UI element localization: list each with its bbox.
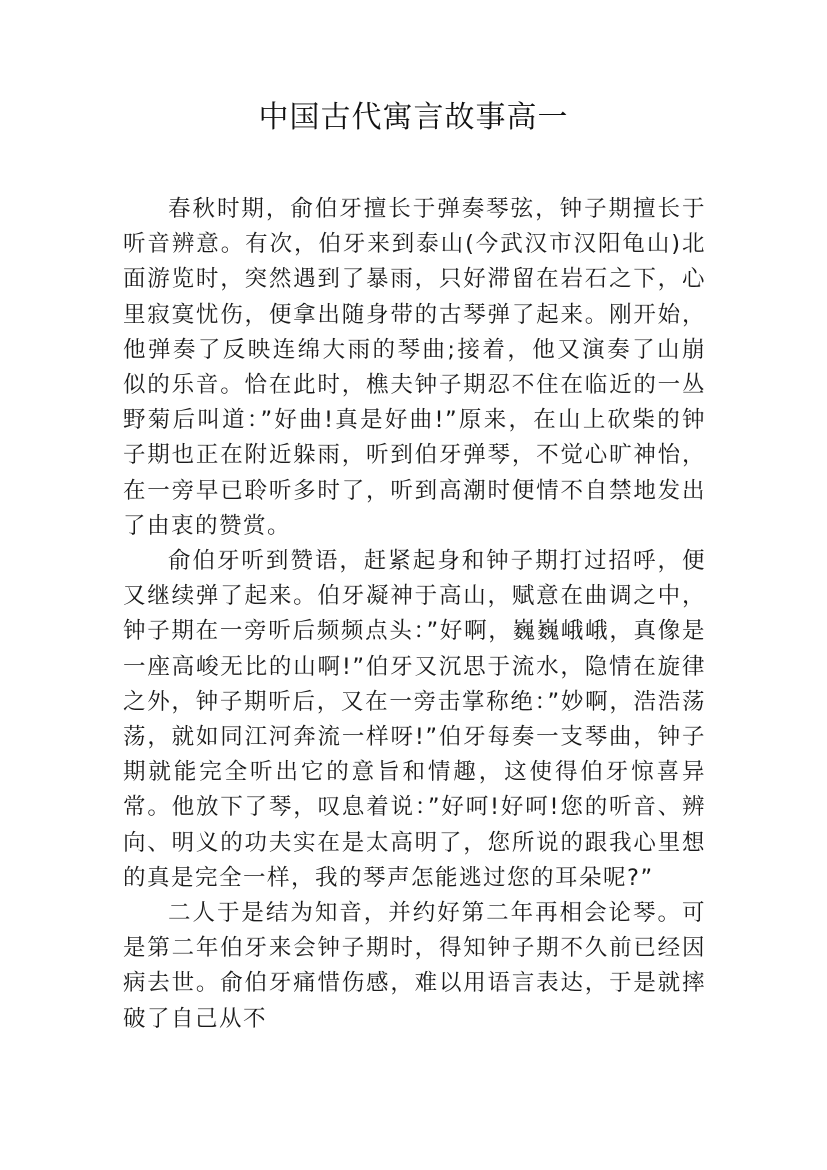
document-title: 中国古代寓言故事高一: [258, 100, 569, 135]
paragraph: 俞伯牙听到赞语，赶紧起身和钟子期打过招呼，便又继续弹了起来。伯牙凝神于高山，赋意在曲调之中，钟子期在一旁听后频频点头：”好啊，巍巍峨峨，真像是一座高峻无比的山啊!”伯牙又沉思于流水，隐情在旋律之外，钟子期听后，又在一旁击掌称绝：”妙啊，浩浩荡荡，就如同江河奔流一样呀!”伯牙每奏一支琴曲，钟子期就能完全听出它的意旨和情趣，这使得伯牙惊喜异常。他放下了琴，叹息着说：”好呵!好呵!您的听音、辨向、明义的功夫实在是太高明了，您所说的跟我心里想的真是完全一样，我的琴声怎能逃过您的耳朵呢?”: [123, 548, 706, 891]
paragraph: 春秋时期，俞伯牙擅长于弹奏琴弦，钟子期擅长于听音辨意。有次，伯牙来到泰山(今武汉市汉阳龟山)北面游览时，突然遇到了暴雨，只好滞留在岩石之下，心里寂寞忧伤，便拿出随身带的古琴弹了起来。刚开始，他弹奏了反映连绵大雨的琴曲;接着，他又演奏了山崩似的乐音。恰在此时，樵夫钟子期忍不住在临近的一丛野菊后叫道：”好曲!真是好曲!”原来，在山上砍柴的钟子期也正在附近躲雨，听到伯牙弹琴，不觉心旷神怡，在一旁早已聆听多时了，听到高潮时便情不自禁地发出了由衷的赞赏。: [123, 196, 706, 539]
paragraph: 二人于是结为知音，并约好第二年再相会论琴。可是第二年伯牙来会钟子期时，得知钟子期不久前已经因病去世。俞伯牙痛惜伤感，难以用语言表达，于是就摔破了自己从不: [123, 900, 706, 1032]
document-body: [123, 192, 706, 1037]
